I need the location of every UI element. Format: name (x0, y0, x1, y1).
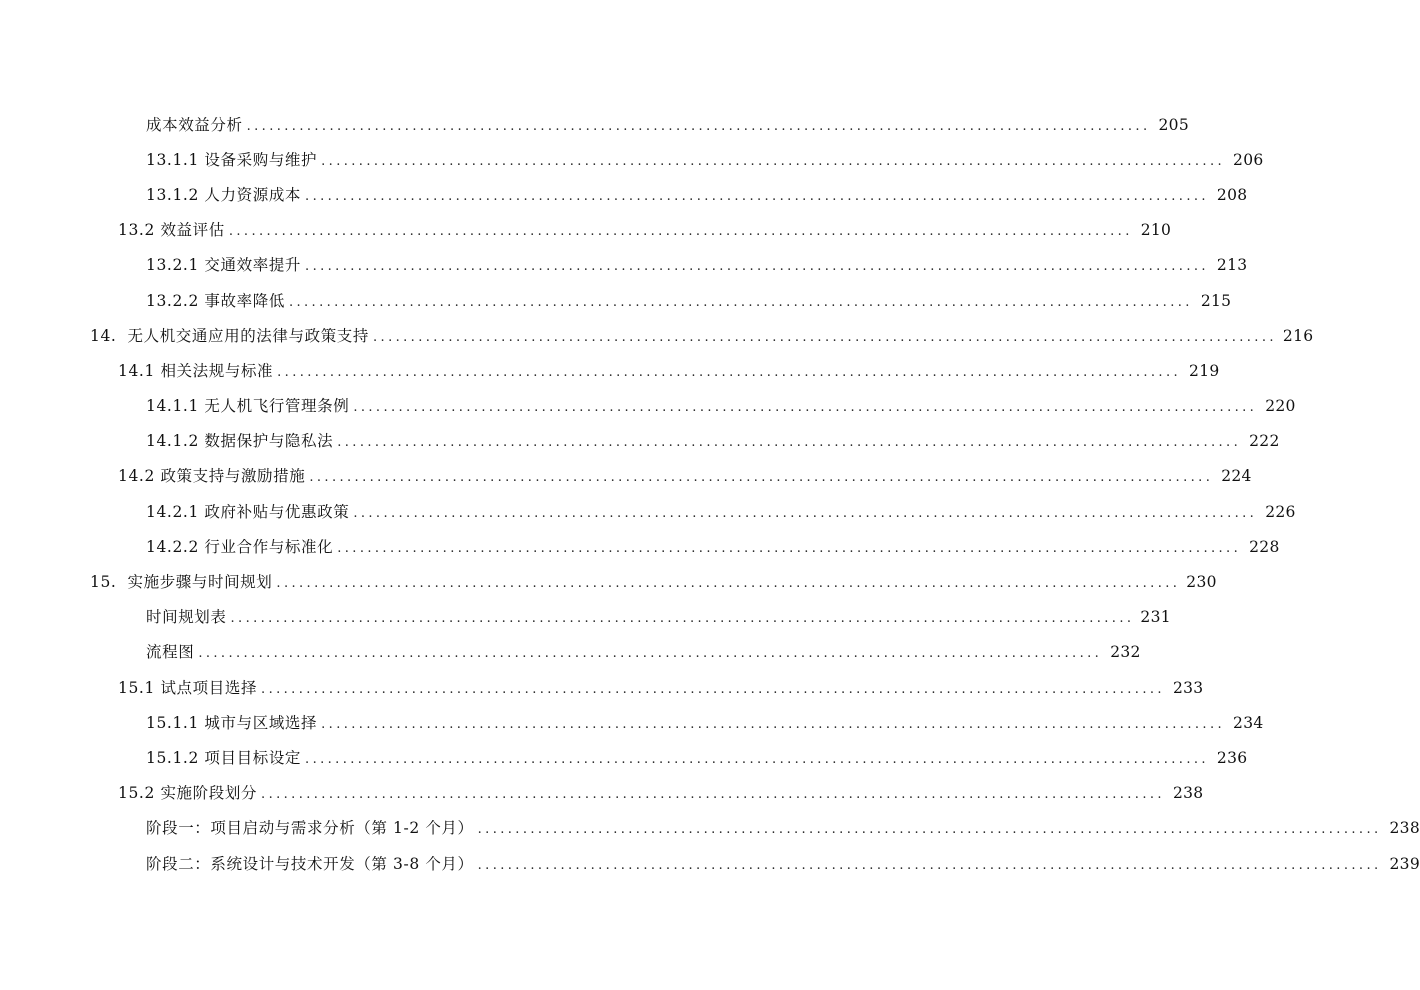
toc-page-number: 220 (1265, 397, 1296, 416)
toc-page-number: 213 (1216, 256, 1248, 275)
toc-entry-title: 阶段一：项目启动与需求分析（第 1-2 个月） (146, 819, 474, 838)
dot-leader: ........................................................................................................................ (337, 540, 1242, 556)
toc-chapter-entry[interactable] (0, 564, 1217, 599)
toc-page-number: 230 (1186, 573, 1217, 592)
dot-leader: ........................................................................................................................ (305, 188, 1209, 204)
toc-entry-title: 13.2.2 事故率降低 (146, 291, 285, 310)
toc-entry-title: 时间规划表 (146, 608, 227, 627)
toc-entry-title: 15.1.2 项目目标设定 (146, 748, 302, 767)
dot-leader: ........................................................................................................................ (337, 435, 1242, 451)
toc-entry[interactable] (0, 529, 1280, 564)
dot-leader: ........................................................................................................................ (477, 822, 1382, 838)
dot-leader: ........................................................................................................................ (353, 400, 1258, 416)
toc-entry[interactable] (0, 107, 1189, 142)
toc-entry-title: 阶段二：系统设计与技术开发（第 3-8 个月） (146, 854, 474, 873)
dot-leader: ........................................................................................................................ (230, 611, 1135, 627)
toc-entry-title: 流程图 (146, 643, 195, 662)
toc-entry[interactable] (0, 635, 1141, 670)
dot-leader: ........................................................................................................................ (261, 681, 1165, 697)
toc-page-number: 222 (1249, 432, 1280, 451)
dot-leader: ........................................................................................................................ (321, 153, 1226, 169)
toc-page-number: 232 (1110, 643, 1141, 662)
toc-entry[interactable] (0, 811, 1420, 846)
toc-page-number: 219 (1189, 361, 1220, 380)
dot-leader: ........................................................................................................................ (353, 505, 1258, 521)
toc-entry[interactable] (0, 142, 1264, 177)
dot-leader: ........................................................................................................................ (198, 646, 1103, 662)
dot-leader: ........................................................................................................................ (305, 751, 1209, 767)
toc-entry-title: 13.2.1 交通效率提升 (146, 256, 302, 275)
toc-page-number: 236 (1216, 748, 1248, 767)
toc-entry[interactable] (0, 177, 1248, 212)
toc-page-number: 205 (1158, 115, 1189, 134)
toc-entry[interactable] (0, 353, 1220, 388)
toc-entry[interactable] (0, 600, 1171, 635)
toc-entry[interactable] (0, 776, 1204, 811)
toc-entry[interactable] (0, 389, 1296, 424)
toc-entry-title: 14.1 相关法规与标准 (118, 361, 274, 380)
toc-entry-title: 15. 实施步骤与时间规划 (90, 573, 273, 592)
dot-leader: ........................................................................................................................ (246, 118, 1151, 134)
toc-entry-title: 15.1.1 城市与区域选择 (146, 713, 318, 732)
toc-page-number: 238 (1172, 784, 1204, 803)
toc-entry[interactable] (0, 213, 1172, 248)
toc-page-number: 233 (1172, 678, 1204, 697)
toc-page-number: 226 (1265, 502, 1296, 521)
toc-entry-title: 14. 无人机交通应用的法律与政策支持 (90, 326, 370, 345)
dot-leader: ........................................................................................................................ (261, 787, 1165, 803)
toc-page-number: 208 (1216, 185, 1248, 204)
toc-entry-title: 13.2 效益评估 (118, 221, 225, 240)
toc-page-number: 238 (1389, 819, 1420, 838)
dot-leader: ........................................................................................................................ (321, 716, 1226, 732)
toc-page-number: 228 (1249, 537, 1280, 556)
dot-leader: ........................................................................................................................ (373, 329, 1277, 345)
dot-leader: ........................................................................................................................ (276, 576, 1181, 592)
dot-leader: ........................................................................................................................ (477, 857, 1382, 873)
toc-entry[interactable] (0, 248, 1248, 283)
toc-page-number: 215 (1200, 291, 1232, 310)
toc-entry-title: 15.2 实施阶段划分 (118, 784, 258, 803)
toc-entry[interactable] (0, 494, 1296, 529)
dot-leader: ........................................................................................................................ (277, 364, 1182, 380)
toc-entry[interactable] (0, 283, 1232, 318)
toc-page-number: 231 (1140, 608, 1171, 627)
dot-leader: ........................................................................................................................ (305, 259, 1209, 275)
toc-entry[interactable] (0, 846, 1420, 881)
toc-entry-title: 15.1 试点项目选择 (118, 678, 258, 697)
toc-entry[interactable] (0, 459, 1252, 494)
toc-entry[interactable] (0, 705, 1264, 740)
dot-leader: ........................................................................................................................ (309, 470, 1214, 486)
toc-page-number: 210 (1140, 221, 1172, 240)
toc-page-number: 206 (1233, 150, 1264, 169)
toc-entry-title: 14.1.1 无人机飞行管理条例 (146, 397, 350, 416)
table-of-contents (0, 107, 1420, 881)
toc-entry-title: 14.2 政策支持与激励措施 (118, 467, 306, 486)
toc-entry-title: 14.2.1 政府补贴与优惠政策 (146, 502, 350, 521)
toc-page-number: 216 (1282, 326, 1314, 345)
toc-chapter-entry[interactable] (0, 318, 1314, 353)
toc-entry-title: 成本效益分析 (146, 115, 243, 134)
toc-entry-title: 14.1.2 数据保护与隐私法 (146, 432, 334, 451)
dot-leader: ........................................................................................................................ (228, 224, 1133, 240)
toc-entry-title: 13.1.2 人力资源成本 (146, 185, 302, 204)
toc-entry[interactable] (0, 740, 1248, 775)
toc-entry-title: 14.2.2 行业合作与标准化 (146, 537, 334, 556)
toc-page-number: 224 (1221, 467, 1252, 486)
toc-entry[interactable] (0, 424, 1280, 459)
toc-entry-title: 13.1.1 设备采购与维护 (146, 150, 318, 169)
toc-entry[interactable] (0, 670, 1204, 705)
toc-page-number: 234 (1233, 713, 1264, 732)
toc-page-number: 239 (1389, 854, 1420, 873)
dot-leader: ........................................................................................................................ (288, 294, 1193, 310)
